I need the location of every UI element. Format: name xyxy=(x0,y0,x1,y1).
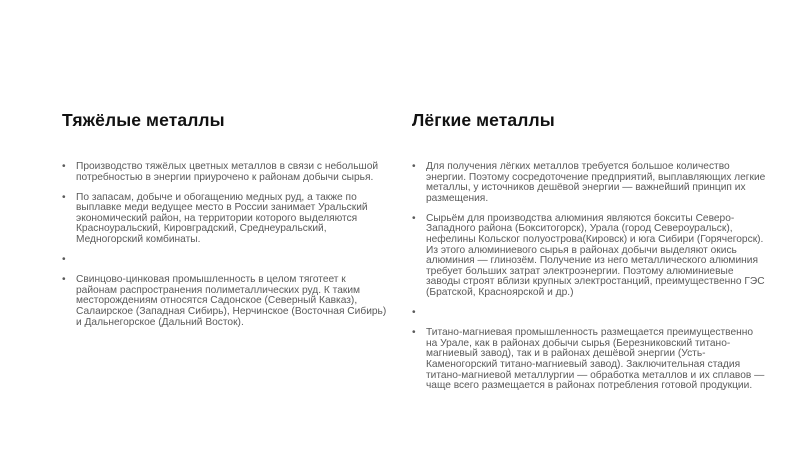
list-item-text: Производство тяжёлых цветных металлов в связи с небольшой потребностью в энергии приурочено к районам добычи сырья. xyxy=(76,161,379,183)
bullet-icon: • xyxy=(62,191,66,203)
light-metals-heading: Лёгкие металлы xyxy=(412,110,555,130)
list-item xyxy=(412,162,767,204)
list-item-empty xyxy=(412,308,767,319)
bullet-icon: • xyxy=(62,161,66,172)
list-item-text: Для получения лёгких металлов требуется большое количество энергии. Поэтому сосредоточение предприятий, выплавляющих легкие металлы, у источников дешёвой энергии — важнейший принцип их размещения. xyxy=(426,161,766,204)
list-item xyxy=(62,275,387,328)
list-item-text: Сырьём для производства алюминия являются бокситы Северо-Западного района (Бокситогорск), Урала (город Североуральск), нефелины Кольског полуострова(Кировск) и юга Сибири (Горячегорск). Из этого алюминиевого сырья в районах добычи выделяют окись алюминия — глинозём. Получение из него металлического алюминия требует больших затрат электроэнергии. Поэтому алюминиевые заводы строят вблизи крупных электростанций, преимущественно ГЭС (Братской, Красноярской и др.) xyxy=(426,212,765,299)
list-item xyxy=(412,328,767,392)
list-item xyxy=(412,214,767,299)
bullet-icon: • xyxy=(62,274,66,286)
list-item-text: По запасам, добыче и обогащению медных руд, а также по выплавке меди ведущее место в России занимает Уральский экономический район, на территории которого выделяются Красноуральский, Кировградский, Среднеуральский, Медногорский комбинаты. xyxy=(76,191,368,246)
list-item-empty xyxy=(62,255,387,266)
bullet-icon: • xyxy=(412,307,416,319)
bullet-icon: • xyxy=(412,212,416,224)
heavy-metals-heading: Тяжёлые металлы xyxy=(62,110,225,130)
list-item-text: Свинцово-цинковая промышленность в целом тяготеет к районам распространения полиметаллических руд. К таким месторождениям относятся Садонское (Северный Кавказ), Салаирское (Западная Сибирь), Нерчинское (Восточная Сибирь) и Дальнегорское (Дальний Восток). xyxy=(76,274,387,328)
light-metals-list xyxy=(412,162,767,401)
bullet-icon: • xyxy=(412,161,416,172)
heavy-metals-list xyxy=(62,162,387,338)
bullet-icon: • xyxy=(62,254,66,266)
list-item xyxy=(62,193,387,246)
list-item-text: Титано-магниевая промышленность размещается преимущественно на Урале, как в районах добычи сырья (Березниковский титано-магниевый завод), так и в районах дешёвой энергии (Усть-Каменогорский титано-магниевый завод). Заключительная стадия титано-магниевой металлургии — обработка металлов и их сплавов — чаще всего размещается в районах потребления готовой продукции. xyxy=(426,327,765,392)
list-item xyxy=(62,162,387,183)
bullet-icon: • xyxy=(412,327,416,339)
